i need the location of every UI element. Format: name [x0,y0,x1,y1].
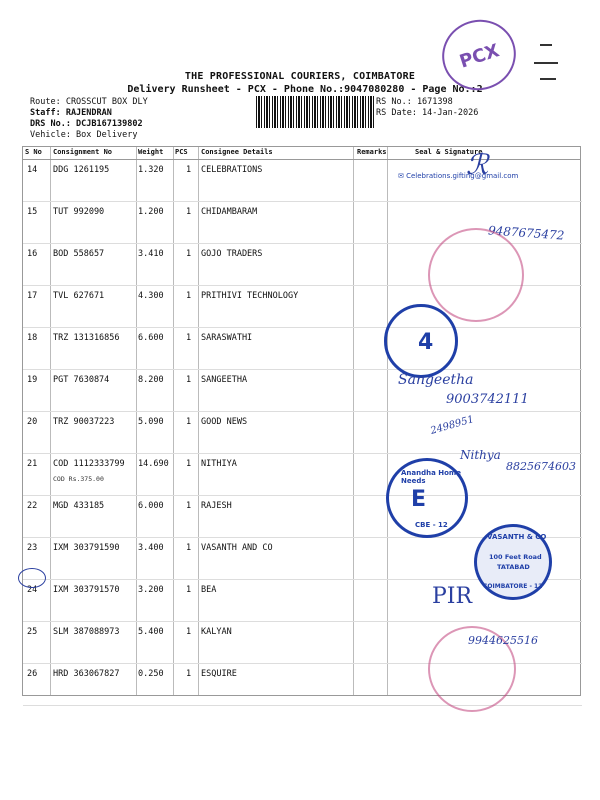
row-consignment: DDG 1261195 [53,165,110,175]
rs-date: RS Date: 14-Jan-2026 [376,108,479,118]
row-pcs: 1 [186,543,192,553]
mark [540,44,552,46]
row-divider [23,705,582,706]
row-note: COD Rs.375.00 [53,475,104,483]
phone-16: 9487675472 [487,223,565,243]
col-sno: S No [25,148,42,156]
row-weight: 4.300 [138,291,164,301]
signature-21: Nithya [460,448,501,462]
mail-icon: ✉ [398,172,404,180]
company-title: THE PROFESSIONAL COURIERS, COIMBATORE [184,71,416,82]
row-sno: 17 [27,291,38,301]
row-consignment: COD 1112333799 [53,459,125,469]
row-consignment: PGT 7630874 [53,375,110,385]
row-weight: 8.200 [138,375,164,385]
row-consignment: BOD 558657 [53,249,105,259]
row-weight: 14.690 [138,459,169,469]
col-consignment: Consignment No [53,148,113,156]
anandha-logo: E [411,487,427,512]
row-divider [23,621,582,622]
row-consignment: IXM 303791570 [53,585,120,595]
row-pcs: 1 [186,585,192,595]
row-consignee: RAJESH [201,501,232,511]
row-pcs: 1 [186,459,192,469]
signature-19: Sangeetha [398,372,474,388]
row-weight: 5.400 [138,627,164,637]
col-seal-signature: Seal & Signature [415,148,483,156]
staff-label: Staff: RAJENDRAN [30,108,112,118]
table-row [23,459,582,499]
row-consignee: CHIDAMBARAM [201,207,258,217]
row-consignee: BEA [201,585,217,595]
row-consignment: TUT 992090 [53,207,105,217]
row-pcs: 1 [186,669,192,679]
seal-16 [428,228,524,322]
row-weight: 3.200 [138,585,164,595]
col-pcs: PCS [175,148,188,156]
row-consignee: SARASWATHI [201,333,253,343]
row-consignment: TRZ 131316856 [53,333,120,343]
row-consignee: GOOD NEWS [201,417,248,427]
row-weight: 5.090 [138,417,164,427]
route-label: Route: CROSSCUT BOX DLY [30,97,148,107]
seal-18-mark: 4 [418,330,434,355]
runsheet-subtitle: Delivery Runsheet - PCX - Phone No.:9047080280 - Page No.:2 [127,84,483,95]
header-left [30,97,148,141]
row-divider [23,495,582,496]
row-weight: 6.600 [138,333,164,343]
row-pcs: 1 [186,291,192,301]
row-pcs: 1 [186,627,192,637]
row-consignment: IXM 303791590 [53,543,120,553]
row-pcs: 1 [186,165,192,175]
row-weight: 0.250 [138,669,164,679]
row-pcs: 1 [186,375,192,385]
row-sno: 15 [27,207,38,217]
row-sno: 14 [27,165,38,175]
row-consignee: KALYAN [201,627,232,637]
row-pcs: 1 [186,249,192,259]
vehicle-label: Vehicle: Box Delivery [30,130,138,140]
row-consignee: PRITHIVI TECHNOLOGY [201,291,299,301]
row-consignee: ESQUIRE [201,669,237,679]
header-right [376,97,478,119]
drs-label: DRS No.: DCJB167139802 [30,119,143,129]
phone-19: 9003742111 [446,392,529,407]
row-consignee: NITHIYA [201,459,237,469]
row-sno: 25 [27,627,38,637]
anandha-stamp: Anandha Home Needs E CBE - 12 [386,458,468,538]
row-pcs: 1 [186,501,192,511]
mark [534,62,558,64]
row-consignee: VASANTH AND CO [201,543,273,553]
row-pcs: 1 [186,333,192,343]
row-weight: 6.000 [138,501,164,511]
col-consignee: Consignee Details [201,148,273,156]
row-sno: 19 [27,375,38,385]
signature-24: PIR [432,584,473,609]
row-consignment: HRD 363067827 [53,669,120,679]
row-sno: 21 [27,459,38,469]
row-divider [23,411,582,412]
row-weight: 1.320 [138,165,164,175]
row-divider [23,369,582,370]
row-consignment: TRZ 90037223 [53,417,115,427]
row-consignment: TVL 627671 [53,291,105,301]
col-weight: Weight [138,148,164,156]
table-row [23,333,582,373]
pcx-stamp-text: PCX [457,40,502,73]
row-24-circle [18,568,46,588]
phone-20: 2498951 [429,414,476,437]
phone-21: 8825674603 [506,460,576,473]
col-remarks: Remarks [357,148,387,156]
row-divider [23,201,582,202]
row-consignee: SANGEETHA [201,375,248,385]
signature-14: ℛ [466,148,489,181]
row-divider [23,327,582,328]
row-weight: 3.400 [138,543,164,553]
phone-26: 9944625516 [468,634,538,647]
row-pcs: 1 [186,207,192,217]
rs-number: RS No.: 1671398 [376,97,453,107]
row-sno: 18 [27,333,38,343]
row-sno: 23 [27,543,38,553]
row-consignee: GOJO TRADERS [201,249,263,259]
vasanth-stamp: VASANTH & CO 100 Feet Road TATABAD COIMBATORE - 12 [474,524,552,600]
row-sno: 20 [27,417,38,427]
barcode [256,96,374,128]
row-weight: 3.410 [138,249,164,259]
mark [540,78,556,80]
celebrations-email-stamp: ✉ Celebrations.gifting@gmail.com [398,172,519,180]
row-sno: 22 [27,501,38,511]
row-consignee: CELEBRATIONS [201,165,263,175]
row-sno: 16 [27,249,38,259]
row-pcs: 1 [186,417,192,427]
row-weight: 1.200 [138,207,164,217]
row-sno: 26 [27,669,38,679]
row-consignment: MGD 433185 [53,501,105,511]
row-sno: 24 [27,585,38,595]
row-consignment: SLM 387088973 [53,627,120,637]
